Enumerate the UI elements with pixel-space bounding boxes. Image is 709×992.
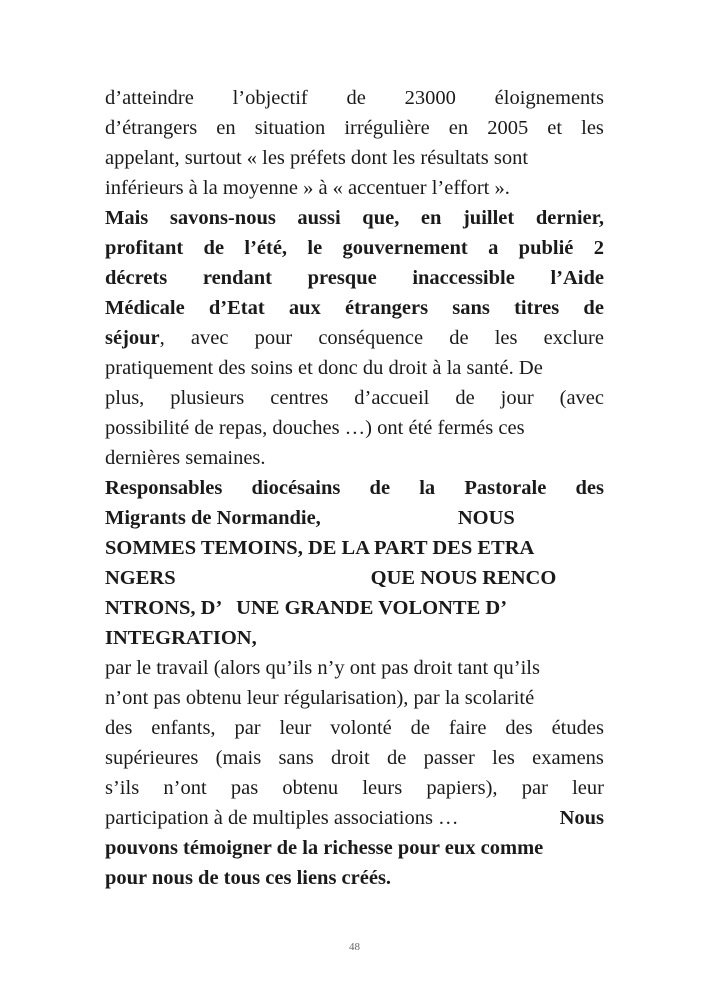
word: volonté — [330, 717, 392, 739]
word: Responsables — [105, 477, 223, 499]
word: séjour, — [105, 327, 165, 349]
word: presque — [307, 267, 377, 289]
word: d’Etat — [208, 297, 265, 319]
p4-line-1: par le travail (alors qu’ils n’y ont pas droit tant qu’ils — [105, 657, 540, 679]
word: par — [234, 717, 261, 739]
word: droit — [331, 747, 370, 769]
p3-line-3: SOMMES TEMOINS, DE LA PART DES ETRA — [105, 537, 535, 559]
word: les — [494, 327, 518, 349]
word: Mais — [105, 207, 149, 229]
word: diocésains — [251, 477, 341, 499]
word: 23000 — [404, 87, 456, 109]
p4-line-4 — [105, 743, 604, 773]
word: publié — [518, 237, 574, 259]
word: l’été, — [244, 237, 288, 259]
word: a — [488, 237, 499, 259]
word: profitant — [105, 237, 184, 259]
word: faire — [448, 717, 487, 739]
p3-line-2a: Migrants de Normandie, — [105, 507, 321, 529]
p3-line-6: INTEGRATION, — [105, 627, 257, 649]
p2-line-9: dernières semaines. — [105, 447, 266, 469]
word: de — [387, 747, 407, 769]
p4-line-7: pouvons témoigner de la richesse pour eux comme — [105, 837, 544, 859]
p4-line-5 — [105, 773, 604, 803]
word: titres — [514, 297, 560, 319]
word: rendant — [202, 267, 272, 289]
word: Médicale — [105, 297, 185, 319]
word: sans — [278, 747, 314, 769]
word: de — [449, 327, 469, 349]
p1-line-4: inférieurs à la moyenne » à « accentuer l’effort ». — [105, 177, 510, 199]
word: leur — [279, 717, 312, 739]
p3-line-2 — [105, 503, 604, 533]
page-number: 48 — [349, 941, 360, 953]
word: dernier, — [535, 207, 604, 229]
word: d’atteindre — [105, 87, 194, 109]
word: papiers), — [426, 777, 498, 799]
word: des — [105, 717, 133, 739]
p4-line-3 — [105, 713, 604, 743]
p4-line-2: n’ont pas obtenu leur régularisation), par la scolarité — [105, 687, 535, 709]
word: de — [346, 87, 366, 109]
word: Pastorale — [464, 477, 547, 499]
word: et — [547, 117, 563, 139]
p4-line-8: pour nous de tous ces liens créés. — [105, 867, 392, 889]
word: inaccessible — [412, 267, 515, 289]
p3-line-2b: NOUS — [457, 507, 515, 529]
p4-line-6a: participation à de multiples associations … — [105, 807, 459, 829]
p2-line-8: possibilité de repas, douches …) ont été fermés ces — [105, 417, 525, 439]
word: plus, — [105, 387, 145, 409]
word: conséquence — [318, 327, 424, 349]
p1-line-1 — [105, 83, 604, 113]
word: situation — [254, 117, 326, 139]
p2-line-5 — [105, 323, 604, 353]
p2-line-2 — [105, 233, 604, 263]
p2-line-3 — [105, 263, 604, 293]
word: de — [369, 477, 391, 499]
word: irrégulière — [344, 117, 430, 139]
word: par — [521, 777, 548, 799]
word: n’ont — [163, 777, 207, 799]
p3-line-4b: QUE NOUS RENCO — [370, 567, 557, 589]
body-text — [105, 83, 604, 893]
p3-line-4a: NGERS — [105, 567, 176, 589]
p1-line-2 — [105, 113, 604, 143]
word: étrangers — [344, 297, 429, 319]
word: avec — [190, 327, 229, 349]
word: (mais — [215, 747, 262, 769]
p2-line-7 — [105, 383, 604, 413]
word: gouvernement — [342, 237, 468, 259]
p3-line-1 — [105, 473, 604, 503]
p1-line-3: appelant, surtout « les préfets dont les résultats sont — [105, 147, 529, 169]
word: 2 — [593, 237, 604, 259]
p4-line-6b: Nous — [559, 807, 604, 829]
word: exclure — [543, 327, 604, 349]
word: jour — [500, 387, 534, 409]
word: de — [455, 387, 475, 409]
p3-line-5: NTRONS, D’ UNE GRANDE VOLONTE D’ — [105, 597, 508, 619]
word: enfants, — [151, 717, 216, 739]
word: études — [551, 717, 604, 739]
word: examens — [532, 747, 604, 769]
p3-line-4 — [105, 563, 604, 593]
word: leur — [572, 777, 604, 799]
word: centres — [270, 387, 329, 409]
word: aussi — [297, 207, 341, 229]
word: les — [581, 117, 604, 139]
word: de — [410, 717, 431, 739]
word: éloignements — [494, 87, 604, 109]
word: en — [448, 117, 469, 139]
word: (avec — [559, 387, 604, 409]
word: sans — [452, 297, 490, 319]
word: supérieures — [105, 747, 199, 769]
word: décrets — [105, 267, 168, 289]
word: de — [203, 237, 225, 259]
word: de — [583, 297, 604, 319]
word: en — [420, 207, 442, 229]
p4-line-6 — [105, 803, 604, 833]
word: le — [307, 237, 323, 259]
word: la — [419, 477, 436, 499]
word: savons-nous — [169, 207, 276, 229]
word: d’accueil — [354, 387, 430, 409]
word: d’étrangers — [105, 117, 198, 139]
word: en — [216, 117, 236, 139]
word: les — [492, 747, 515, 769]
word: aux — [288, 297, 321, 319]
word: des — [575, 477, 604, 499]
word: plusieurs — [170, 387, 245, 409]
word: pour — [254, 327, 293, 349]
word: passer — [423, 747, 475, 769]
p2-line-1 — [105, 203, 604, 233]
p2-line-6: pratiquement des soins et donc du droit à la santé. De — [105, 357, 543, 379]
word: juillet — [462, 207, 515, 229]
word: que, — [362, 207, 400, 229]
word: l’Aide — [550, 267, 604, 289]
word: l’objectif — [232, 87, 308, 109]
word: obtenu — [282, 777, 339, 799]
p2-line-4 — [105, 293, 604, 323]
word: s’ils — [105, 777, 140, 799]
word: pas — [230, 777, 259, 799]
word: des — [505, 717, 533, 739]
word: leurs — [362, 777, 403, 799]
word: 2005 — [487, 117, 529, 139]
